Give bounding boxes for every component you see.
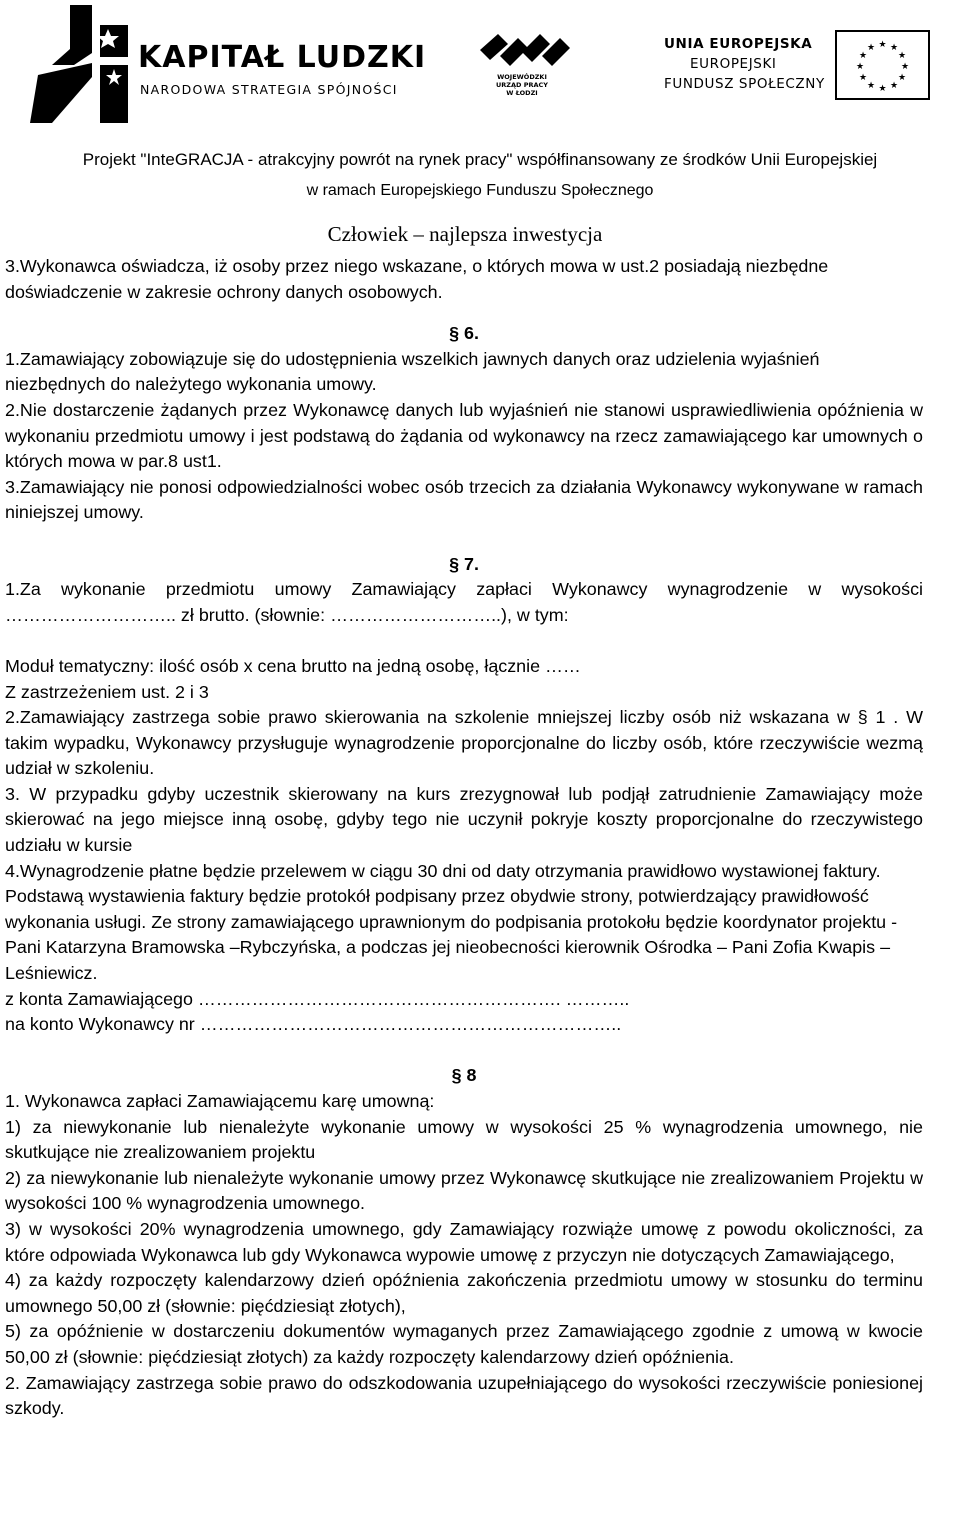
eu-fund-line-1: EUROPEJSKI	[690, 56, 777, 72]
motto: Człowiek – najlepsza inwestycja	[327, 222, 603, 246]
paragraph-6-3: 3.Zamawiający nie ponosi odpowiedzialności wobec osób trzecich za działania Wykonawcy wykonywane w ramach niniejszej umowy.	[5, 476, 923, 523]
paragraph-6-2: 2.Nie dostarczenie żądanych przez Wykonawcę danych lub wyjaśnień nie stanowi usprawiedliwienia opóźnienia w wykonaniu przedmiotu umowy i jest podstawą do żądania od wykonawcy na rzecz zamawiającego kar umownych o których mowa w par.8 ust1.	[5, 399, 923, 472]
svg-text:★: ★	[889, 81, 899, 91]
wup-line-1: WOJEWÓDZKI	[497, 73, 547, 81]
eu-title: UNIA EUROPEJSKA	[664, 36, 813, 52]
paragraph-8-1-1: 1) za niewykonanie lub nienależyte wykonanie umowy w wysokości 25 % wynagrodzenia umownego, nie skutkujące nie zrealizowaniem projektu	[5, 1116, 923, 1163]
svg-text:★: ★	[858, 51, 868, 61]
paragraph-7-account-from: z konta Zamawiającego ……………………………………………………. ………..	[5, 988, 630, 1009]
kapital-ludzki-emblem-icon	[30, 5, 150, 130]
paragraph-8-1-4: 4) za każdy rozpoczęty kalendarzowy dzień opóźnienia zakończenia przedmiotu umowy w stosunku do terminu umownego 50,00 zł (słownie: pięćdziesiąt złotych),	[5, 1270, 923, 1316]
paragraph-8-1-3: 3) w wysokości 20% wynagrodzenia umownego, gdy Zamawiający rozwiąże umowę z powodu okoliczności, za które odpowiada Wykonawca lub gdy Wykonawca wypowie umowę z przyczyn nie dotyczących Zamawiającego,	[5, 1218, 923, 1265]
project-funding-line: w ramach Europejskiego Funduszu Społecznego	[306, 182, 654, 199]
svg-text:★: ★	[858, 73, 868, 83]
paragraph-8-1-5: 5) za opóźnienie w dostarczeniu dokumentów wymaganych przez Zamawiającego zgodnie z umową w kwocie 50,00 zł (słownie: pięćdziesiąt złotych) za każdy rozpoczęty kalendarzowy dzień opóźnienia.	[5, 1321, 923, 1367]
paragraph-7-4: 4.Wynagrodzenie płatne będzie przelewem w ciągu 30 dni od daty otrzymania prawidłowo wystawionej faktury. Podstawą wystawienia faktury będzie protokół podpisany przez obydwie strony, potwierdzający prawidłowość wykonania usługi. Ze strony zamawiającego uprawnionym do podpisania protokołu będzie koordynator projektu - Pani Katarzyna Bramowska –Rybczyńska, a podczas jej nieobecności kierownik Ośrodka – Pani Zofia Kwapis –Leśniewicz.	[5, 860, 898, 984]
eu-fund-line-2: FUNDUSZ SPOŁECZNY	[664, 76, 825, 92]
svg-text:★: ★	[878, 84, 887, 94]
paragraph-8-1-2: 2) za niewykonanie lub nienależyte wykonanie umowy przez Wykonawcę skutkujące nie zrealizowaniem Projektu w wysokości 100 % wynagrodzenia umownego.	[5, 1167, 923, 1214]
wup-line-3: W ŁODZI	[506, 89, 538, 97]
svg-text:★: ★	[897, 51, 907, 61]
kapital-ludzki-subtitle: NARODOWA STRATEGIA SPÓJNOŚCI	[140, 82, 398, 97]
paragraph-7-reservation: Z zastrzeżeniem ust. 2 i 3	[5, 681, 209, 702]
svg-text:★: ★	[866, 43, 876, 53]
svg-text:★: ★	[900, 62, 910, 72]
section-6-heading: § 6.	[449, 323, 479, 344]
svg-text:★: ★	[889, 43, 899, 53]
paragraph-6-1: 1.Zamawiający zobowiązuje się do udostępnienia wszelkich jawnych danych oraz udzielenia wyjaśnień niezbędnych do należytego wykonania umowy.	[5, 348, 820, 395]
svg-text:★: ★	[878, 40, 887, 50]
document-header	[0, 0, 960, 250]
kapital-ludzki-title: KAPITAŁ LUDZKI	[138, 40, 427, 75]
contract-body	[5, 254, 923, 1422]
svg-text:★: ★	[855, 62, 865, 72]
svg-text:★: ★	[897, 73, 907, 83]
eu-flag-icon	[835, 30, 930, 100]
project-title: Projekt "InteGRACJA - atrakcyjny powrót na rynek pracy" współfinansowany ze środków Unii Europejskiej	[82, 150, 878, 169]
kapital-ludzki-logo	[30, 10, 427, 130]
section-7-heading: § 7.	[449, 553, 479, 574]
section-8-heading: § 8	[451, 1065, 477, 1086]
paragraph-7-1: 1.Za wykonanie przedmiotu umowy Zamawiający zapłaci Wykonawcy wynagrodzenie w wysokości ……………………….. zł brutto. (słownie: ………………………..), w tym:	[5, 579, 923, 625]
wup-emblem-icon	[470, 30, 580, 75]
paragraph-7-2: 2.Zamawiający zastrzega sobie prawo skierowania na szkolenie mniejszej liczby osób niż wskazana w § 1 . W takim wypadku, Wykonawcy przysługuje wynagrodzenie proporcjonalne do liczby osób, które rzeczywiście wezmą udział w szkoleniu.	[5, 707, 923, 779]
paragraph-5-3: 3.Wykonawca oświadcza, iż osoby przez niego wskazane, o których mowa w ust.2 posiadają niezbędne doświadczenie w zakresie ochrony danych osobowych.	[5, 256, 829, 302]
paragraph-7-3: 3. W przypadku gdyby uczestnik skierowany na kurs zrezygnował lub podjął zatrudnienie Zamawiający może skierować na jego miejsce inną osobę, gdyby tego nie uczynił pokryje koszty proporcjonalne do rzeczywistego udziału w kursie	[5, 783, 923, 856]
paragraph-7-module: Moduł tematyczny: ilość osób x cena brutto na jedną osobę, łącznie ……	[5, 655, 581, 676]
paragraph-8-2: 2. Zamawiający zastrzega sobie prawo do odszkodowania uzupełniającego do wysokości rzeczywiście poniesionej szkody.	[5, 1372, 923, 1419]
svg-text:★: ★	[866, 81, 876, 91]
paragraph-7-account-to: na konto Wykonawcy nr ……………………………………………………………..	[5, 1014, 622, 1035]
wup-line-2: URZĄD PRACY	[496, 81, 548, 89]
wup-caption	[482, 73, 562, 97]
paragraph-8-1: 1. Wykonawca zapłaci Zamawiającemu karę umowną:	[5, 1091, 435, 1111]
